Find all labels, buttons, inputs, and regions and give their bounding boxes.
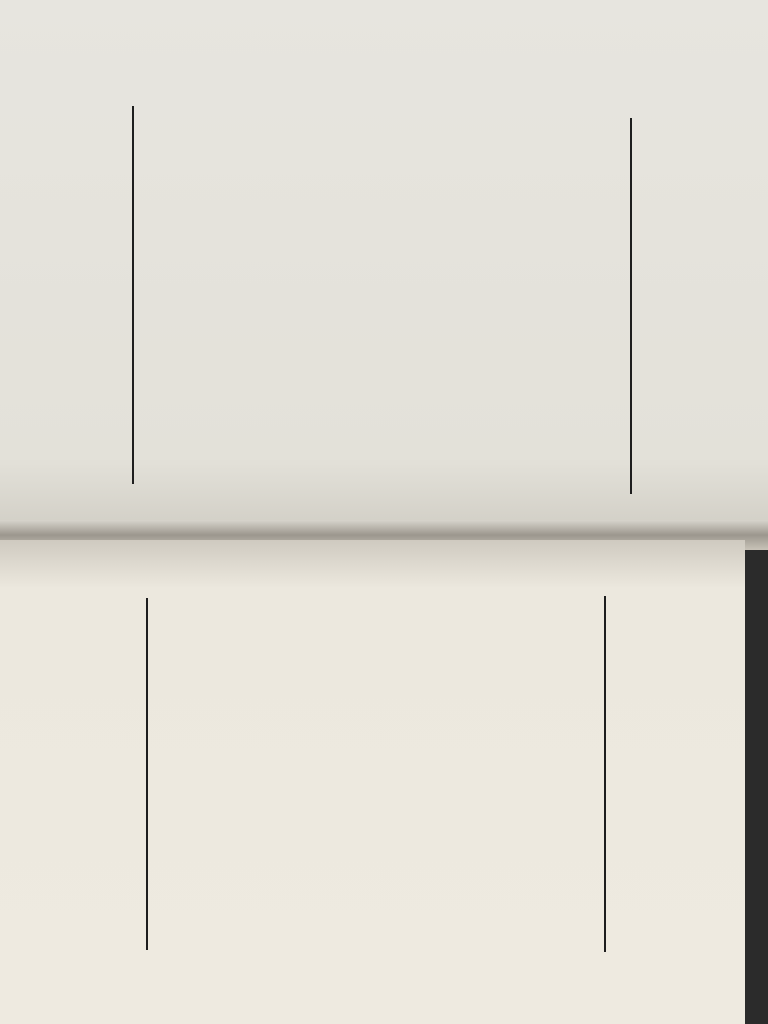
bottom-right-rule — [604, 596, 606, 952]
top-right-rule — [630, 118, 632, 494]
bottom-page — [0, 540, 745, 1024]
bottom-left-rule — [146, 598, 148, 950]
top-left-rule — [132, 106, 134, 484]
